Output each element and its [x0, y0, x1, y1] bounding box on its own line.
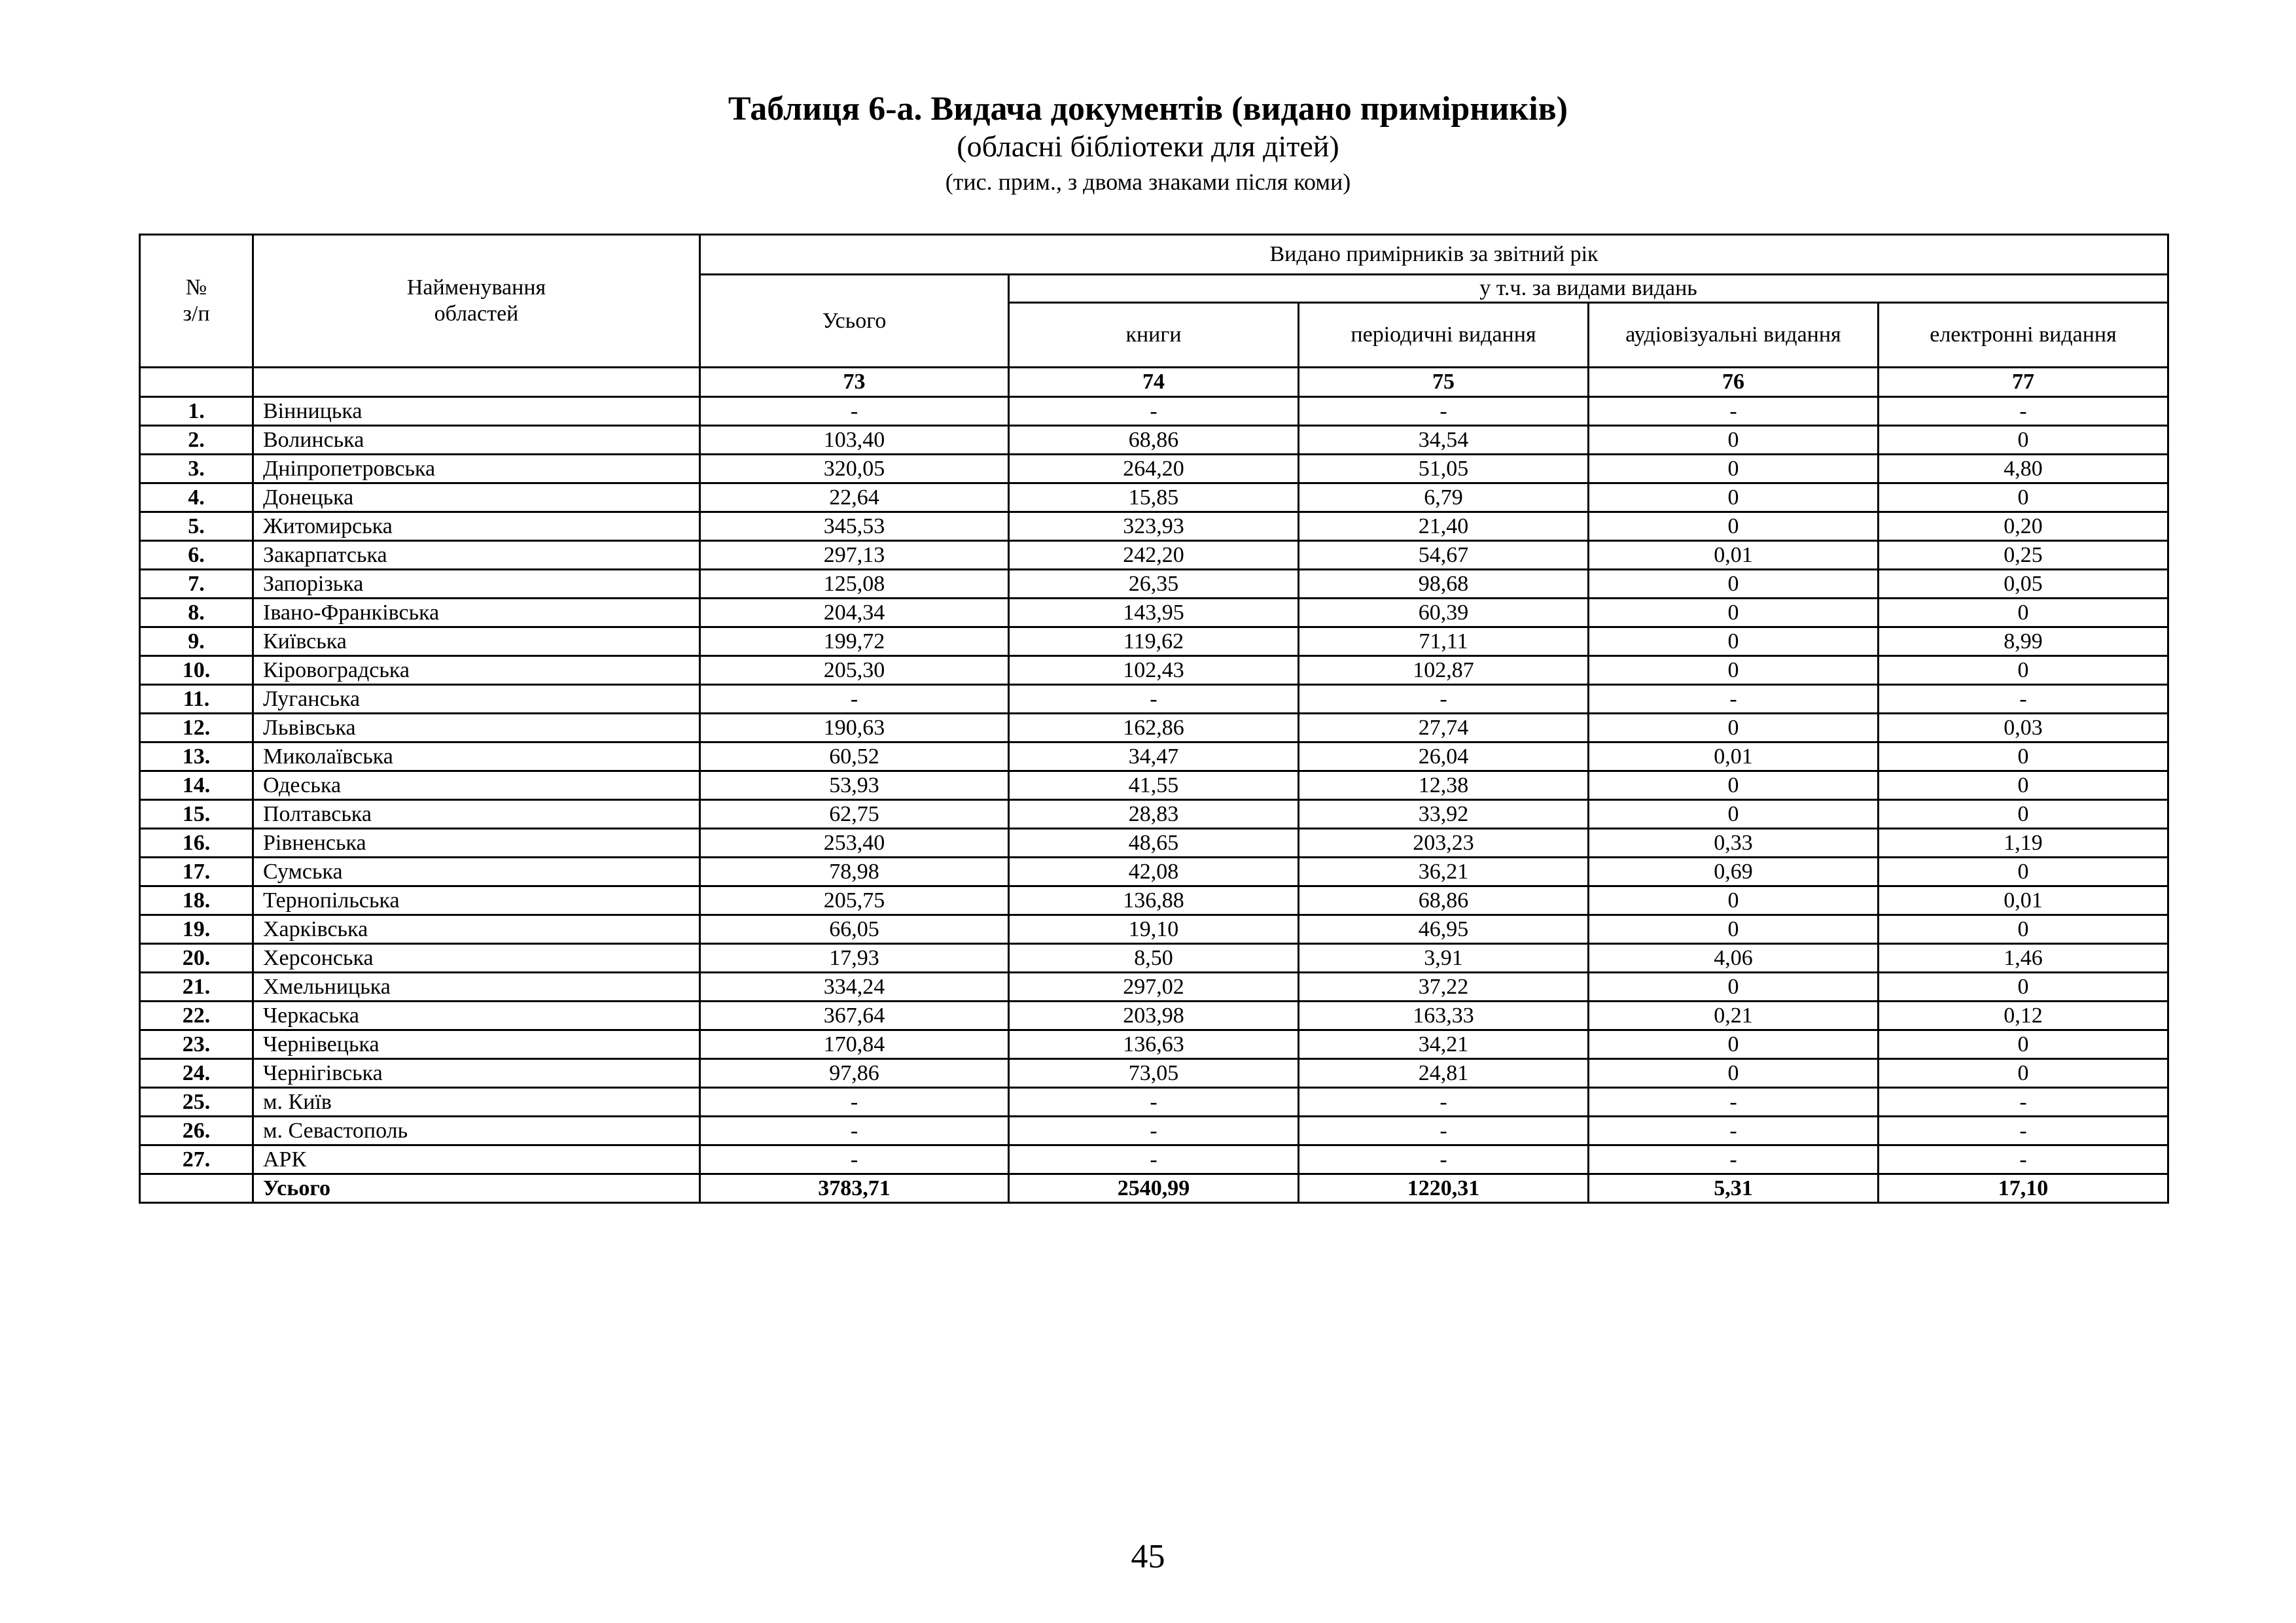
colnum-empty — [253, 368, 700, 397]
region-name: Чернівецька — [253, 1030, 700, 1059]
value-periodicals: - — [1299, 397, 1589, 426]
value-audiovisual: 0 — [1589, 627, 1879, 656]
value-electronic: 0 — [1879, 483, 2168, 512]
value-total: 170,84 — [700, 1030, 1009, 1059]
value-electronic: 8,99 — [1879, 627, 2168, 656]
colnum-76: 76 — [1589, 368, 1879, 397]
value-books: 41,55 — [1009, 771, 1299, 800]
value-audiovisual: 0 — [1589, 886, 1879, 915]
value-audiovisual: 0,01 — [1589, 742, 1879, 771]
header-name — [253, 235, 700, 368]
value-audiovisual: 0,33 — [1589, 829, 1879, 858]
value-total: 22,64 — [700, 483, 1009, 512]
row-number: 8. — [140, 599, 253, 627]
value-books: - — [1009, 1145, 1299, 1174]
table-row — [140, 627, 2168, 656]
value-audiovisual: 0 — [1589, 656, 1879, 685]
colnum-73: 73 — [700, 368, 1009, 397]
value-electronic: - — [1879, 397, 2168, 426]
region-name: Черкаська — [253, 1002, 700, 1030]
value-audiovisual: 0 — [1589, 599, 1879, 627]
value-audiovisual: 0 — [1589, 426, 1879, 455]
value-periodicals: 3,91 — [1299, 944, 1589, 973]
value-books: - — [1009, 1088, 1299, 1117]
value-periodicals: 37,22 — [1299, 973, 1589, 1002]
value-books: 48,65 — [1009, 829, 1299, 858]
table-row — [140, 714, 2168, 742]
value-total: - — [700, 397, 1009, 426]
table-row — [140, 599, 2168, 627]
row-number: 13. — [140, 742, 253, 771]
region-name: Вінницька — [253, 397, 700, 426]
value-total: 97,86 — [700, 1059, 1009, 1088]
value-periodicals: 98,68 — [1299, 570, 1589, 599]
row-number: 25. — [140, 1088, 253, 1117]
table-row — [140, 886, 2168, 915]
value-periodicals: 34,21 — [1299, 1030, 1589, 1059]
value-electronic: 0,03 — [1879, 714, 2168, 742]
colnum-empty — [140, 368, 253, 397]
value-total: - — [700, 1117, 1009, 1145]
colnum-77: 77 — [1879, 368, 2168, 397]
table-row — [140, 455, 2168, 483]
row-number: 1. — [140, 397, 253, 426]
header-group: Видано примірників за звітний рік — [700, 235, 2168, 275]
value-audiovisual: 0 — [1589, 915, 1879, 944]
value-total: 367,64 — [700, 1002, 1009, 1030]
region-name: Херсонська — [253, 944, 700, 973]
table-row — [140, 1059, 2168, 1088]
row-number: 2. — [140, 426, 253, 455]
table-row — [140, 858, 2168, 886]
value-periodicals: - — [1299, 685, 1589, 714]
value-total: 62,75 — [700, 800, 1009, 829]
header-num-line2: з/п — [183, 302, 210, 326]
region-name: Сумська — [253, 858, 700, 886]
value-total: 297,13 — [700, 541, 1009, 570]
page-number: 45 — [1131, 1538, 1165, 1575]
row-number: 17. — [140, 858, 253, 886]
column-numbers-row — [140, 368, 2168, 397]
value-books: 28,83 — [1009, 800, 1299, 829]
value-books: 264,20 — [1009, 455, 1299, 483]
row-number: 11. — [140, 685, 253, 714]
region-name: Запорізька — [253, 570, 700, 599]
value-books: 242,20 — [1009, 541, 1299, 570]
value-electronic: 0 — [1879, 742, 2168, 771]
value-total: 17,93 — [700, 944, 1009, 973]
title-block — [0, 89, 2296, 198]
value-books: 297,02 — [1009, 973, 1299, 1002]
value-audiovisual: 5,31 — [1589, 1174, 1879, 1203]
value-periodicals: 68,86 — [1299, 886, 1589, 915]
table-row — [140, 1002, 2168, 1030]
value-audiovisual: - — [1589, 397, 1879, 426]
value-electronic: 0,05 — [1879, 570, 2168, 599]
table-body — [140, 397, 2168, 1203]
region-name: Тернопільська — [253, 886, 700, 915]
region-name: м. Київ — [253, 1088, 700, 1117]
value-electronic: 0,12 — [1879, 1002, 2168, 1030]
value-books: 143,95 — [1009, 599, 1299, 627]
region-name: АРК — [253, 1145, 700, 1174]
table-header — [140, 235, 2168, 397]
value-books: 68,86 — [1009, 426, 1299, 455]
value-electronic: 0 — [1879, 915, 2168, 944]
value-audiovisual: 0 — [1589, 455, 1879, 483]
value-books: 2540,99 — [1009, 1174, 1299, 1203]
row-number: 10. — [140, 656, 253, 685]
value-total: - — [700, 1088, 1009, 1117]
value-electronic: 0 — [1879, 1059, 2168, 1088]
value-periodicals: - — [1299, 1145, 1589, 1174]
value-electronic: 0 — [1879, 1030, 2168, 1059]
value-books: - — [1009, 397, 1299, 426]
table-row — [140, 1030, 2168, 1059]
table-row — [140, 512, 2168, 541]
value-books: 15,85 — [1009, 483, 1299, 512]
row-number: 7. — [140, 570, 253, 599]
value-total: - — [700, 1145, 1009, 1174]
value-books: - — [1009, 1117, 1299, 1145]
header-books: книги — [1009, 303, 1299, 368]
region-name: Усього — [253, 1174, 700, 1203]
value-books: 136,88 — [1009, 886, 1299, 915]
value-periodicals: 24,81 — [1299, 1059, 1589, 1088]
table-row — [140, 742, 2168, 771]
value-books: 8,50 — [1009, 944, 1299, 973]
value-audiovisual: 0 — [1589, 570, 1879, 599]
total-row — [140, 1174, 2168, 1203]
value-periodicals: 6,79 — [1299, 483, 1589, 512]
value-audiovisual: 0 — [1589, 973, 1879, 1002]
value-periodicals: 102,87 — [1299, 656, 1589, 685]
region-name: Львівська — [253, 714, 700, 742]
region-name: Хмельницька — [253, 973, 700, 1002]
row-number: 21. — [140, 973, 253, 1002]
value-electronic: 0 — [1879, 599, 2168, 627]
header-name-line2: областей — [434, 302, 519, 326]
value-periodicals: 34,54 — [1299, 426, 1589, 455]
colnum-74: 74 — [1009, 368, 1299, 397]
value-electronic: 17,10 — [1879, 1174, 2168, 1203]
value-electronic: 0 — [1879, 771, 2168, 800]
colnum-75: 75 — [1299, 368, 1589, 397]
value-books: 42,08 — [1009, 858, 1299, 886]
region-name: Житомирська — [253, 512, 700, 541]
value-electronic: 0 — [1879, 858, 2168, 886]
value-electronic: 0 — [1879, 656, 2168, 685]
row-number: 27. — [140, 1145, 253, 1174]
value-periodicals: - — [1299, 1088, 1589, 1117]
value-audiovisual: 4,06 — [1589, 944, 1879, 973]
table-row — [140, 1117, 2168, 1145]
value-periodicals: 46,95 — [1299, 915, 1589, 944]
value-audiovisual: - — [1589, 1088, 1879, 1117]
row-number: 22. — [140, 1002, 253, 1030]
value-books: 136,63 — [1009, 1030, 1299, 1059]
value-audiovisual: - — [1589, 1117, 1879, 1145]
row-number: 24. — [140, 1059, 253, 1088]
region-name: Харківська — [253, 915, 700, 944]
value-periodicals: 54,67 — [1299, 541, 1589, 570]
table-row — [140, 829, 2168, 858]
table-row — [140, 570, 2168, 599]
header-num — [140, 235, 253, 368]
value-total: 205,30 — [700, 656, 1009, 685]
value-electronic: - — [1879, 685, 2168, 714]
row-number: 23. — [140, 1030, 253, 1059]
region-name: Миколаївська — [253, 742, 700, 771]
value-audiovisual: 0 — [1589, 1030, 1879, 1059]
table-row — [140, 771, 2168, 800]
value-books: - — [1009, 685, 1299, 714]
region-name: Чернігівська — [253, 1059, 700, 1088]
value-periodicals: 36,21 — [1299, 858, 1589, 886]
header-electronic: електронні видання — [1879, 303, 2168, 368]
value-total: 125,08 — [700, 570, 1009, 599]
row-number: 12. — [140, 714, 253, 742]
value-electronic: 0 — [1879, 426, 2168, 455]
value-total: 345,53 — [700, 512, 1009, 541]
table-row — [140, 685, 2168, 714]
region-name: Волинська — [253, 426, 700, 455]
value-total: 253,40 — [700, 829, 1009, 858]
value-electronic: 4,80 — [1879, 455, 2168, 483]
value-total: 334,24 — [700, 973, 1009, 1002]
value-electronic: 0,25 — [1879, 541, 2168, 570]
value-total: 60,52 — [700, 742, 1009, 771]
value-periodicals: 21,40 — [1299, 512, 1589, 541]
value-total: 205,75 — [700, 886, 1009, 915]
value-periodicals: 12,38 — [1299, 771, 1589, 800]
value-total: 53,93 — [700, 771, 1009, 800]
units-note: (тис. прим., з двома знаками після коми) — [945, 169, 1351, 195]
table-row — [140, 656, 2168, 685]
value-periodicals: 1220,31 — [1299, 1174, 1589, 1203]
header-num-line1: № — [185, 275, 207, 300]
table-row — [140, 1088, 2168, 1117]
row-number: 19. — [140, 915, 253, 944]
table-row — [140, 426, 2168, 455]
row-number: 9. — [140, 627, 253, 656]
value-books: 102,43 — [1009, 656, 1299, 685]
value-total: 204,34 — [700, 599, 1009, 627]
row-number: 6. — [140, 541, 253, 570]
header-audiovisual: аудіовізуальні видання — [1589, 303, 1879, 368]
value-total: 103,40 — [700, 426, 1009, 455]
value-electronic: - — [1879, 1117, 2168, 1145]
table-row — [140, 483, 2168, 512]
region-name: Рівненська — [253, 829, 700, 858]
table-row — [140, 915, 2168, 944]
row-number: 3. — [140, 455, 253, 483]
value-periodicals: 26,04 — [1299, 742, 1589, 771]
region-name: м. Севастополь — [253, 1117, 700, 1145]
value-audiovisual: 0 — [1589, 483, 1879, 512]
table-row — [140, 541, 2168, 570]
value-total: 3783,71 — [700, 1174, 1009, 1203]
value-books: 162,86 — [1009, 714, 1299, 742]
value-audiovisual: 0 — [1589, 1059, 1879, 1088]
value-electronic: 0,01 — [1879, 886, 2168, 915]
row-number: 18. — [140, 886, 253, 915]
value-audiovisual: 0 — [1589, 771, 1879, 800]
value-books: 19,10 — [1009, 915, 1299, 944]
row-number: 14. — [140, 771, 253, 800]
header-periodicals: періодичні видання — [1299, 303, 1589, 368]
value-electronic: 0 — [1879, 973, 2168, 1002]
page-subtitle: (обласні бібліотеки для дітей) — [957, 130, 1339, 163]
region-name: Київська — [253, 627, 700, 656]
value-electronic: - — [1879, 1145, 2168, 1174]
value-periodicals: 203,23 — [1299, 829, 1589, 858]
region-name: Закарпатська — [253, 541, 700, 570]
region-name: Дніпропетровська — [253, 455, 700, 483]
value-audiovisual: 0,01 — [1589, 541, 1879, 570]
value-total: 199,72 — [700, 627, 1009, 656]
value-audiovisual: 0 — [1589, 714, 1879, 742]
value-total: - — [700, 685, 1009, 714]
value-total: 78,98 — [700, 858, 1009, 886]
region-name: Луганська — [253, 685, 700, 714]
value-electronic: 1,46 — [1879, 944, 2168, 973]
table-row — [140, 397, 2168, 426]
value-books: 119,62 — [1009, 627, 1299, 656]
region-name: Донецька — [253, 483, 700, 512]
value-electronic: 0,20 — [1879, 512, 2168, 541]
row-number: 16. — [140, 829, 253, 858]
row-number: 26. — [140, 1117, 253, 1145]
value-periodicals: 71,11 — [1299, 627, 1589, 656]
value-total: 190,63 — [700, 714, 1009, 742]
value-books: 203,98 — [1009, 1002, 1299, 1030]
value-books: 26,35 — [1009, 570, 1299, 599]
value-total: 66,05 — [700, 915, 1009, 944]
value-electronic: 0 — [1879, 800, 2168, 829]
region-name: Кіровоградська — [253, 656, 700, 685]
row-number: 15. — [140, 800, 253, 829]
value-audiovisual: 0 — [1589, 800, 1879, 829]
table-row — [140, 800, 2168, 829]
header-name-line1: Найменування — [406, 275, 546, 300]
table-row — [140, 973, 2168, 1002]
value-audiovisual: 0,21 — [1589, 1002, 1879, 1030]
table-row — [140, 944, 2168, 973]
region-name: Полтавська — [253, 800, 700, 829]
value-total: 320,05 — [700, 455, 1009, 483]
value-books: 34,47 — [1009, 742, 1299, 771]
row-number — [140, 1174, 253, 1203]
header-subgroup: у т.ч. за видами видань — [1009, 275, 2168, 303]
value-periodicals: 163,33 — [1299, 1002, 1589, 1030]
value-periodicals: - — [1299, 1117, 1589, 1145]
value-periodicals: 51,05 — [1299, 455, 1589, 483]
value-periodicals: 27,74 — [1299, 714, 1589, 742]
row-number: 4. — [140, 483, 253, 512]
header-total: Усього — [700, 275, 1009, 368]
value-periodicals: 60,39 — [1299, 599, 1589, 627]
value-audiovisual: - — [1589, 685, 1879, 714]
region-name: Одеська — [253, 771, 700, 800]
page-title: Таблиця 6-а. Видача документів (видано примірників) — [728, 90, 1568, 128]
issuance-table — [139, 234, 2169, 1204]
value-periodicals: 33,92 — [1299, 800, 1589, 829]
region-name: Івано-Франківська — [253, 599, 700, 627]
row-number: 20. — [140, 944, 253, 973]
value-audiovisual: 0 — [1589, 512, 1879, 541]
row-number: 5. — [140, 512, 253, 541]
value-books: 323,93 — [1009, 512, 1299, 541]
value-electronic: - — [1879, 1088, 2168, 1117]
value-electronic: 1,19 — [1879, 829, 2168, 858]
table-row — [140, 1145, 2168, 1174]
value-books: 73,05 — [1009, 1059, 1299, 1088]
value-audiovisual: 0,69 — [1589, 858, 1879, 886]
value-audiovisual: - — [1589, 1145, 1879, 1174]
